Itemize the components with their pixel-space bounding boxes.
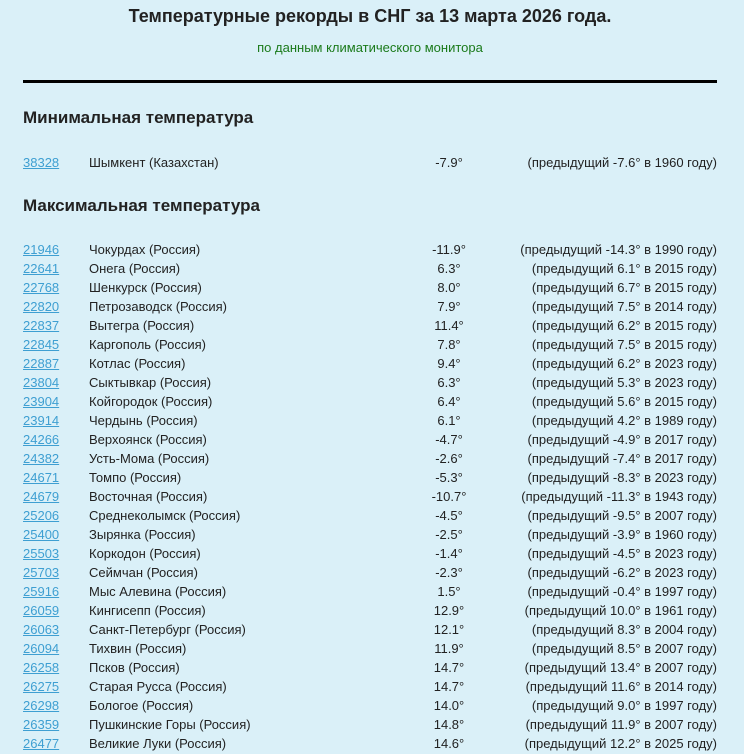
max-temperature-heading: Максимальная температура (23, 196, 260, 215)
min-temperature-rows (23, 153, 717, 172)
station-id-link[interactable]: 23804 (23, 375, 60, 390)
station-name: Сеймчан (Россия) (89, 565, 198, 580)
record-temperature: -4.5° (435, 508, 463, 523)
station-name: Коркодон (Россия) (89, 546, 201, 561)
previous-record: (предыдущий 5.3° в 2023 году) (531, 375, 717, 390)
record-temperature: 7.8° (437, 337, 461, 352)
station-name: Великие Луки (Россия) (89, 736, 227, 751)
station-name: Усть-Мома (Россия) (89, 451, 210, 466)
station-name: Шенкурск (Россия) (89, 280, 202, 295)
min-temperature-table (23, 153, 717, 172)
station-name: Вытегра (Россия) (89, 318, 195, 333)
previous-record: (предыдущий -7.6° в 1960 году) (527, 155, 717, 170)
station-id-link[interactable]: 25703 (23, 565, 60, 580)
previous-record: (предыдущий -0.4° в 1997 году) (527, 584, 717, 599)
header-divider (23, 80, 717, 83)
station-id-link[interactable]: 24266 (23, 432, 60, 447)
table-row (23, 354, 717, 373)
table-row (23, 639, 717, 658)
record-temperature: 11.9° (434, 641, 464, 656)
station-name: Бологое (Россия) (89, 698, 194, 713)
station-name: Санкт-Петербург (Россия) (89, 622, 246, 637)
min-temperature-heading: Минимальная температура (23, 108, 254, 127)
station-id-link[interactable]: 38328 (23, 155, 60, 170)
previous-record: (предыдущий -11.3° в 1943 году) (521, 489, 717, 504)
previous-record: (предыдущий 4.2° в 1989 году) (531, 413, 717, 428)
table-row (23, 601, 717, 620)
record-temperature: 6.3° (437, 375, 461, 390)
station-name: Среднеколымск (Россия) (89, 508, 241, 523)
record-temperature: -10.7° (431, 489, 467, 504)
record-temperature: 12.9° (433, 603, 465, 618)
record-temperature: 12.1° (433, 622, 465, 637)
station-id-cell (23, 335, 89, 354)
previous-record: (предыдущий 6.1° в 2015 году) (531, 261, 717, 276)
station-name: Чокурдах (Россия) (89, 242, 201, 257)
previous-record: (предыдущий 6.2° в 2015 году) (531, 318, 717, 333)
page-title: Температурные рекорды в СНГ за 13 марта 2026 года. (128, 6, 612, 26)
station-id-link[interactable]: 22820 (23, 299, 60, 314)
station-id-link[interactable]: 26359 (23, 717, 60, 732)
table-row (23, 715, 717, 734)
station-id-cell (23, 620, 89, 639)
record-temperature: 6.3° (437, 261, 461, 276)
station-id-link[interactable]: 25206 (23, 508, 60, 523)
previous-record: (предыдущий 8.3° в 2004 году) (531, 622, 717, 637)
station-id-cell (23, 468, 89, 487)
station-id-link[interactable]: 24679 (23, 489, 60, 504)
record-temperature: 14.6° (433, 736, 465, 751)
table-row (23, 373, 717, 392)
record-temperature: -2.6° (435, 451, 463, 466)
record-temperature: -2.5° (435, 527, 463, 542)
station-id-cell (23, 487, 89, 506)
record-temperature: 14.8° (433, 717, 465, 732)
table-row (23, 297, 717, 316)
max-temperature-rows (23, 240, 717, 753)
station-id-cell (23, 449, 89, 468)
station-id-cell (23, 696, 89, 715)
record-temperature: -2.3° (435, 565, 463, 580)
table-row (23, 677, 717, 696)
record-temperature: 14.7° (433, 660, 465, 675)
station-id-cell (23, 544, 89, 563)
station-id-link[interactable]: 24671 (23, 470, 60, 485)
station-name: Восточная (Россия) (89, 489, 208, 504)
table-row (23, 658, 717, 677)
station-id-cell (23, 563, 89, 582)
station-id-cell (23, 278, 89, 297)
station-name: Мыс Алевина (Россия) (89, 584, 227, 599)
record-temperature: -4.7° (435, 432, 463, 447)
station-id-cell (23, 354, 89, 373)
previous-record: (предыдущий -4.5° в 2023 году) (527, 546, 717, 561)
station-id-link[interactable]: 26258 (23, 660, 60, 675)
previous-record: (предыдущий 6.2° в 2023 году) (531, 356, 717, 371)
station-id-link[interactable]: 22887 (23, 356, 60, 371)
previous-record: (предыдущий 11.6° в 2014 году) (525, 679, 717, 694)
record-temperature: 7.9° (437, 299, 461, 314)
table-row (23, 316, 717, 335)
station-id-cell (23, 734, 89, 753)
previous-record: (предыдущий 6.7° в 2015 году) (531, 280, 717, 295)
previous-record: (предыдущий -9.5° в 2007 году) (527, 508, 717, 523)
table-row (23, 620, 717, 639)
previous-record: (предыдущий 10.0° в 1961 году) (524, 603, 717, 618)
station-id-link[interactable]: 22837 (23, 318, 60, 333)
station-id-cell (23, 411, 89, 430)
station-name: Шымкент (Казахстан) (89, 155, 219, 170)
table-row (23, 582, 717, 601)
station-id-link[interactable]: 26059 (23, 603, 60, 618)
station-id-cell (23, 392, 89, 411)
record-temperature: -7.9° (435, 155, 463, 170)
previous-record: (предыдущий -3.9° в 1960 году) (527, 527, 717, 542)
table-row (23, 506, 717, 525)
table-row (23, 278, 717, 297)
table-row (23, 563, 717, 582)
previous-record: (предыдущий 9.0° в 1997 году) (531, 698, 717, 713)
table-row (23, 259, 717, 278)
station-id-cell (23, 430, 89, 449)
station-id-link[interactable]: 25503 (23, 546, 60, 561)
station-name: Чердынь (Россия) (89, 413, 198, 428)
station-id-cell (23, 658, 89, 677)
station-id-cell (23, 373, 89, 392)
station-id-cell (23, 297, 89, 316)
table-row (23, 392, 717, 411)
station-id-cell (23, 639, 89, 658)
record-temperature: -11.9° (432, 242, 466, 257)
station-id-cell (23, 259, 89, 278)
max-temperature-table (23, 240, 717, 753)
table-row (23, 696, 717, 715)
record-temperature: -5.3° (435, 470, 463, 485)
record-temperature: 6.1° (437, 413, 461, 428)
record-temperature: 9.4° (437, 356, 461, 371)
table-row (23, 734, 717, 753)
station-name: Старая Русса (Россия) (89, 679, 227, 694)
station-id-cell (23, 525, 89, 544)
station-name: Зырянка (Россия) (89, 527, 196, 542)
table-row (23, 544, 717, 563)
previous-record: (предыдущий -4.9° в 2017 году) (527, 432, 717, 447)
table-row (23, 411, 717, 430)
previous-record: (предыдущий 7.5° в 2015 году) (531, 337, 717, 352)
station-id-cell (23, 506, 89, 525)
table-row (23, 430, 717, 449)
previous-record: (предыдущий 8.5° в 2007 году) (531, 641, 717, 656)
station-name: Петрозаводск (Россия) (89, 299, 227, 314)
station-id-cell (23, 582, 89, 601)
station-id-cell (23, 715, 89, 734)
station-id-link[interactable]: 22641 (23, 261, 60, 276)
table-row (23, 153, 717, 172)
previous-record: (предыдущий -14.3° в 1990 году) (520, 242, 717, 257)
table-row (23, 525, 717, 544)
previous-record: (предыдущий -8.3° в 2023 году) (527, 470, 717, 485)
table-row (23, 240, 717, 259)
record-temperature: 8.0° (437, 280, 461, 295)
table-row (23, 449, 717, 468)
previous-record: (предыдущий 7.5° в 2014 году) (531, 299, 717, 314)
record-temperature: 14.0° (433, 698, 465, 713)
table-row (23, 487, 717, 506)
station-name: Пушкинские Горы (Россия) (89, 717, 251, 732)
station-name: Верхоянск (Россия) (89, 432, 207, 447)
station-id-link[interactable]: 26477 (23, 736, 60, 751)
station-id-link[interactable]: 25400 (23, 527, 60, 542)
station-id-link[interactable]: 26275 (23, 679, 60, 694)
previous-record: (предыдущий -6.2° в 2023 году) (527, 565, 717, 580)
station-id-link[interactable]: 24382 (23, 451, 60, 466)
previous-record: (предыдущий 12.2° в 2025 году) (524, 736, 717, 751)
record-temperature: 6.4° (437, 394, 461, 409)
station-id-cell (23, 240, 89, 259)
station-id-cell (23, 316, 89, 335)
station-name: Котлас (Россия) (89, 356, 186, 371)
table-row (23, 335, 717, 354)
station-id-cell (23, 153, 89, 172)
station-id-cell (23, 601, 89, 620)
station-name: Каргополь (Россия) (89, 337, 206, 352)
previous-record: (предыдущий 5.6° в 2015 году) (531, 394, 717, 409)
record-temperature: -1.4° (435, 546, 463, 561)
station-id-link[interactable]: 22845 (23, 337, 60, 352)
station-id-link[interactable]: 23904 (23, 394, 60, 409)
previous-record: (предыдущий 11.9° в 2007 году) (525, 717, 717, 732)
table-row (23, 468, 717, 487)
station-name: Томпо (Россия) (89, 470, 182, 485)
previous-record: (предыдущий -7.4° в 2017 году) (527, 451, 717, 466)
station-name: Сыктывкар (Россия) (89, 375, 212, 390)
station-id-link[interactable]: 26298 (23, 698, 60, 713)
station-id-link[interactable]: 25916 (23, 584, 60, 599)
station-id-link[interactable]: 22768 (23, 280, 60, 295)
station-id-link[interactable]: 26094 (23, 641, 60, 656)
station-id-cell (23, 677, 89, 696)
station-name: Псков (Россия) (89, 660, 180, 675)
record-temperature: 14.7° (433, 679, 465, 694)
record-temperature: 1.5° (437, 584, 461, 599)
station-id-link[interactable]: 21946 (23, 242, 60, 257)
station-name: Онега (Россия) (89, 261, 181, 276)
station-name: Тихвин (Россия) (89, 641, 187, 656)
record-temperature: 11.4° (434, 318, 464, 333)
station-name: Кингисепп (Россия) (89, 603, 206, 618)
station-name: Койгородок (Россия) (89, 394, 213, 409)
station-id-link[interactable]: 23914 (23, 413, 60, 428)
station-id-link[interactable]: 26063 (23, 622, 60, 637)
page-subtitle: по данным климатического монитора (257, 40, 483, 55)
previous-record: (предыдущий 13.4° в 2007 году) (524, 660, 717, 675)
